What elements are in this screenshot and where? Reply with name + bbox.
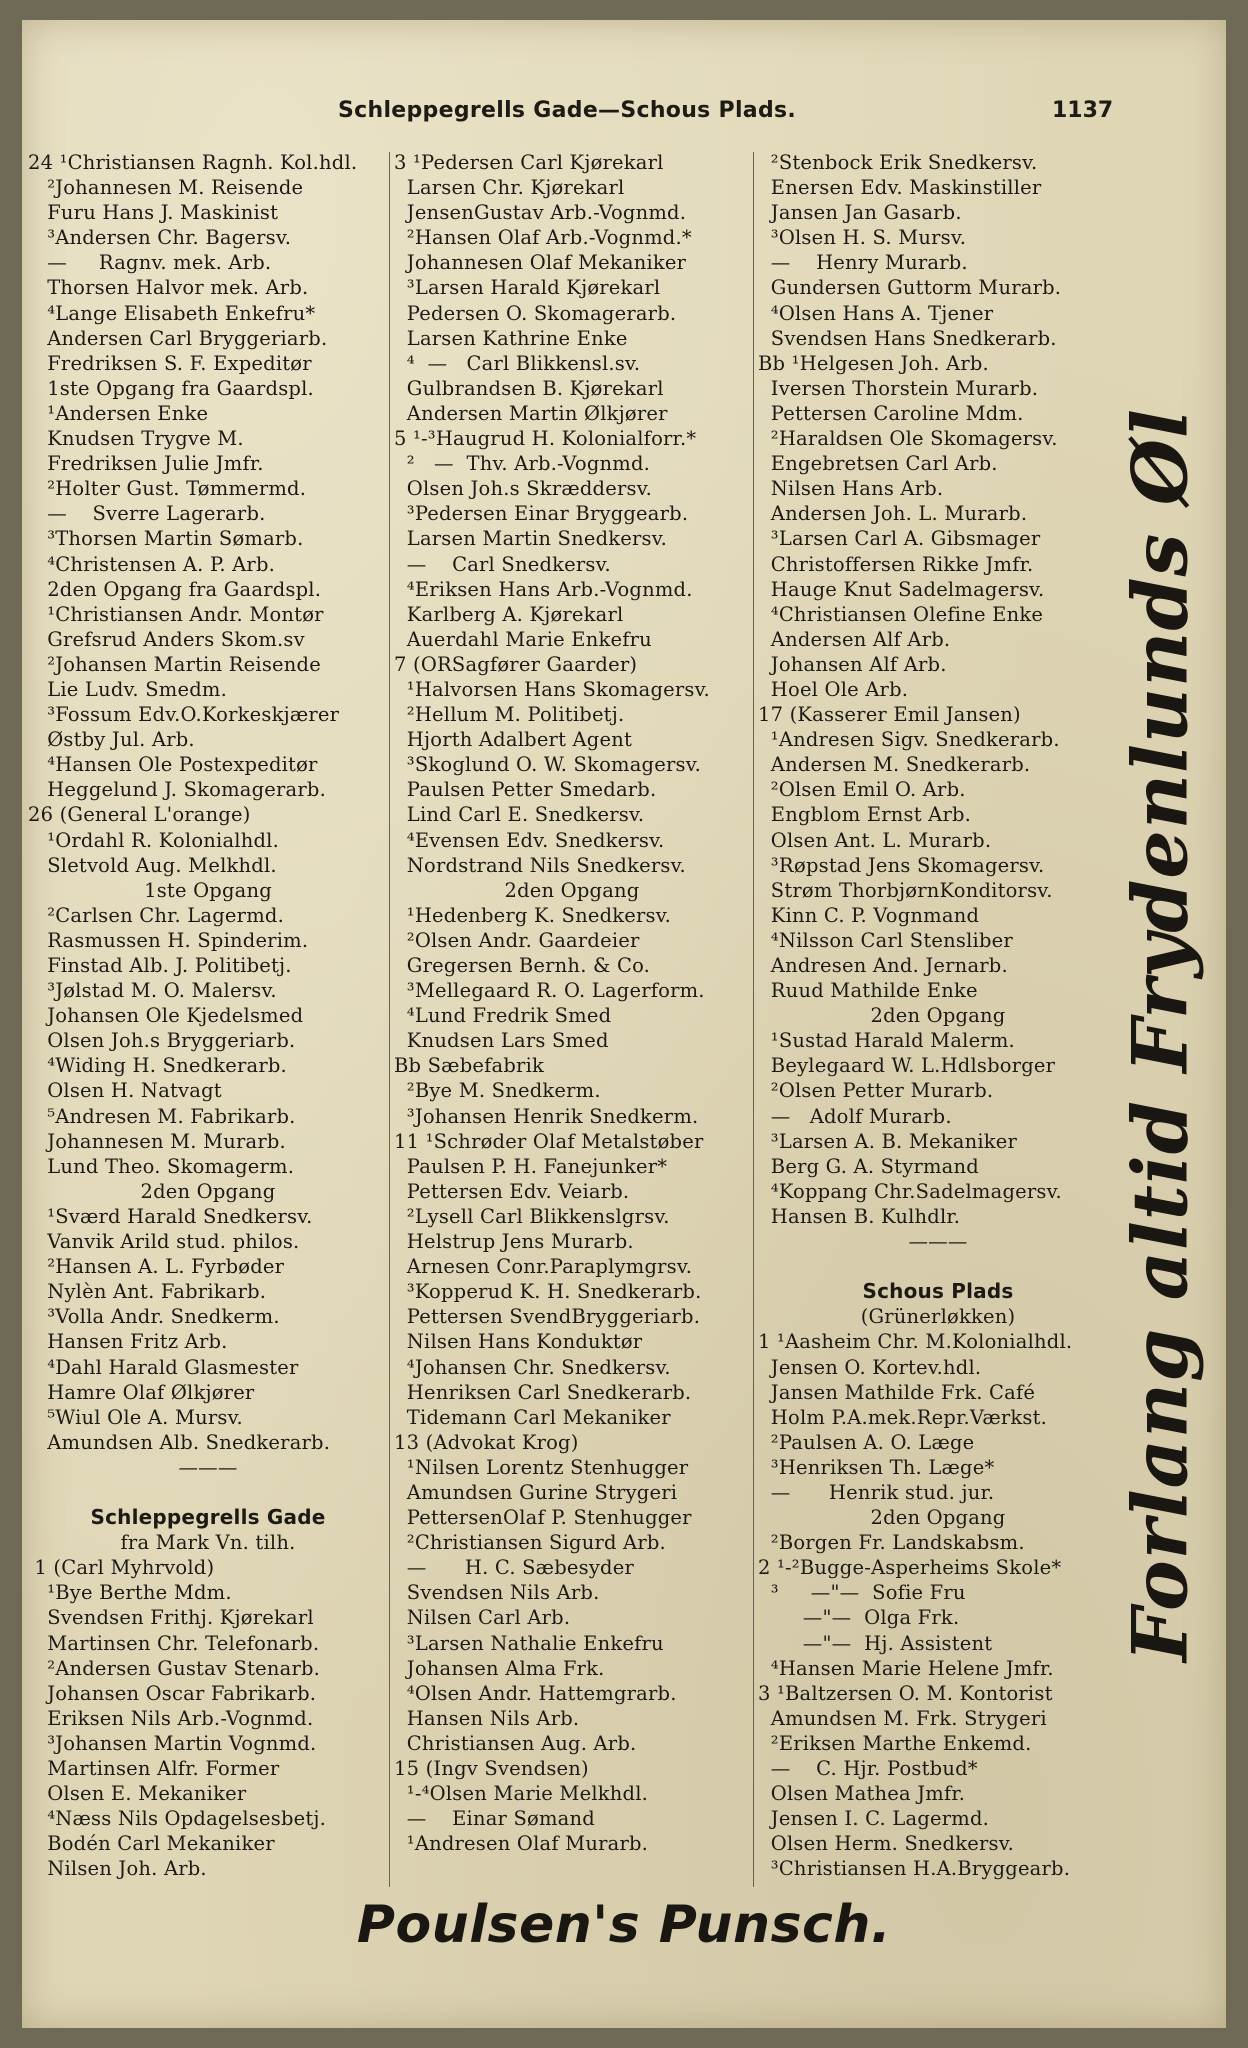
directory-entry: ³Johansen Henrik Snedkerm. — [394, 1104, 699, 1128]
directory-entry: Auerdahl Marie Enkefru — [394, 627, 652, 651]
directory-entry: 7 (ORSagfører Gaarder) — [394, 652, 638, 676]
directory-entry: ⁴Næss Nils Opdagelsesbetj. — [28, 1807, 327, 1831]
directory-entry: ⁵Wiul Ole A. Mursv. — [28, 1405, 243, 1429]
directory-entry: ²Borgen Fr. Landskabsm. — [758, 1531, 1025, 1555]
directory-entry: —"— Olga Frk. — [758, 1606, 960, 1630]
directory-entry: ⁴Hansen Marie Helene Jmfr. — [758, 1656, 1054, 1680]
directory-entry: ¹Hedenberg K. Snedkersv. — [394, 903, 672, 927]
subheading: fra Mark Vn. tilh. — [120, 1531, 296, 1555]
subheading: 1ste Opgang — [144, 878, 272, 902]
directory-entry: 5 ¹-³Haugrud H. Kolonialforr.* — [394, 427, 697, 451]
directory-entry: ³Larsen Carl A. Gibsmager — [758, 527, 1041, 551]
subheading: (Grünerløkken) — [860, 1305, 1016, 1329]
directory-entry: ³Larsen A. B. Mekaniker — [758, 1129, 1018, 1153]
directory-entry: ²Bye M. Snedkerm. — [394, 1079, 601, 1103]
directory-entry: Svendsen Hans Snedkerarb. — [758, 326, 1057, 350]
directory-entry: ²Andersen Gustav Stenarb. — [28, 1656, 321, 1680]
directory-entry: Amundsen Alb. Snedkerarb. — [28, 1430, 331, 1454]
directory-entry: Sletvold Aug. Melkhdl. — [28, 853, 277, 877]
subheading: 2den Opgang — [870, 1506, 1006, 1530]
directory-entry: 1ste Opgang fra Gaardspl. — [28, 376, 314, 400]
directory-entry: Vanvik Arild stud. philos. — [28, 1230, 300, 1254]
directory-entry: Andersen Alf Arb. — [758, 627, 951, 651]
directory-entry: 1 (Carl Myhrvold) — [28, 1556, 215, 1580]
directory-entry: ⁴Christiansen Olefine Enke — [758, 602, 1044, 626]
advert-frydenlunds: Forlang altid Frydenlunds Øl — [1115, 408, 1205, 1662]
column-rule-2 — [753, 152, 754, 1887]
directory-entry: ¹Nilsen Lorentz Stenhugger — [394, 1455, 689, 1479]
directory-entry: ²Eriksen Marthe Enkemd. — [758, 1731, 1032, 1755]
directory-entry: —"— Hj. Assistent — [758, 1631, 993, 1655]
directory-entry: ⁴Lund Fredrik Smed — [394, 1004, 612, 1028]
directory-entry: ⁴Koppang Chr.Sadelmagersv. — [758, 1179, 1062, 1203]
directory-entry: Enersen Edv. Maskinstiller — [758, 176, 1042, 200]
directory-entry: Holm P.A.mek.Repr.Værkst. — [758, 1405, 1048, 1429]
directory-entry: ³Henriksen Th. Læge* — [758, 1455, 995, 1479]
directory-entry: ⁴Nilsson Carl Stensliber — [758, 928, 1013, 952]
directory-entry: ⁴Olsen Hans A. Tjener — [758, 301, 994, 325]
directory-entry: ²Johansen Martin Reisende — [28, 652, 321, 676]
directory-entry: ²Hellum M. Politibetj. — [394, 703, 625, 727]
directory-entry: Knudsen Trygve M. — [28, 427, 244, 451]
directory-entry: Kinn C. P. Vognmand — [758, 903, 980, 927]
directory-entry: Rasmussen H. Spinderim. — [28, 928, 309, 952]
directory-entry: 1 ¹Aasheim Chr. M.Kolonialhdl. — [758, 1330, 1073, 1354]
directory-entry: ³Olsen H. S. Mursv. — [758, 226, 967, 250]
directory-entry: Pettersen Edv. Veiarb. — [394, 1179, 630, 1203]
directory-entry: Olsen Mathea Jmfr. — [758, 1782, 966, 1806]
directory-entry: Jensen I. C. Lagermd. — [758, 1807, 990, 1831]
subheading: ——— — [908, 1230, 968, 1254]
directory-entry: Lind Carl E. Snedkersv. — [394, 803, 645, 827]
directory-entry: Helstrup Jens Murarb. — [394, 1230, 634, 1254]
subheading: 2den Opgang — [870, 1004, 1006, 1028]
directory-entry: — Ragnv. mek. Arb. — [28, 251, 272, 275]
directory-entry: Iversen Thorstein Murarb. — [758, 376, 1039, 400]
directory-entry: ¹Christiansen Andr. Montør — [28, 602, 324, 626]
directory-entry: Olsen Ant. L. Murarb. — [758, 828, 992, 852]
directory-entry: ³Larsen Nathalie Enkefru — [394, 1631, 664, 1655]
directory-entry: ³ —"— Sofie Fru — [758, 1581, 966, 1605]
directory-entry: ²Lysell Carl Blikkenslgrsv. — [394, 1204, 670, 1228]
directory-entry: Olsen Joh.s Skræddersv. — [394, 477, 653, 501]
directory-entry: Andersen Carl Bryggeriarb. — [28, 326, 328, 350]
column-middle — [394, 150, 750, 1856]
directory-entry: Lie Ludv. Smedm. — [28, 677, 227, 701]
directory-entry: ⁴Evensen Edv. Snedkersv. — [394, 828, 665, 852]
directory-entry: Hauge Knut Sadelmagersv. — [758, 577, 1045, 601]
directory-entry: Johansen Oscar Fabrikarb. — [28, 1681, 317, 1705]
directory-entry: Pettersen SvendBryggeriarb. — [394, 1305, 701, 1329]
advert-poulsens-punsch: Poulsen's Punsch. — [356, 1895, 892, 1955]
directory-entry: — Henry Murarb. — [758, 251, 968, 275]
directory-entry: ¹Halvorsen Hans Skomagersv. — [394, 677, 710, 701]
directory-entry: ⁴Lange Elisabeth Enkefru* — [28, 301, 316, 325]
directory-entry: ⁴Dahl Harald Glasmester — [28, 1355, 299, 1379]
directory-entry: Pettersen Caroline Mdm. — [758, 401, 1024, 425]
directory-entry: ⁴Hansen Ole Postexpeditør — [28, 753, 318, 777]
directory-entry: Eriksen Nils Arb.-Vognmd. — [28, 1706, 314, 1730]
directory-entry: ⁴Widing H. Snedkerarb. — [28, 1054, 287, 1078]
directory-entry: Fredriksen S. F. Expeditør — [28, 351, 312, 375]
directory-entry — [28, 1480, 388, 1505]
directory-entry: — C. Hjr. Postbud* — [758, 1757, 978, 1780]
column-right — [758, 150, 1118, 1881]
directory-entry: 17 (Kasserer Emil Jansen) — [758, 703, 1021, 727]
directory-entry: Olsen Joh.s Bryggeriarb. — [28, 1029, 296, 1053]
subheading: 2den Opgang — [504, 878, 640, 902]
directory-entry: PettersenOlaf P. Stenhugger — [394, 1506, 692, 1530]
directory-entry: ²Carlsen Chr. Lagermd. — [28, 903, 284, 927]
directory-entry: 15 (Ingv Svendsen) — [394, 1757, 589, 1780]
directory-entry: ³Andersen Chr. Bagersv. — [28, 226, 292, 250]
directory-entry: Johansen Alf Arb. — [758, 652, 947, 676]
directory-entry: — Einar Sømand — [394, 1807, 595, 1831]
directory-entry: Finstad Alb. J. Politibetj. — [28, 954, 292, 977]
directory-entry: ²Stenbock Erik Snedkersv. — [758, 151, 1038, 174]
directory-entry: Tidemann Carl Mekaniker — [394, 1405, 671, 1429]
directory-entry: Beylegaard W. L.Hdlsborger — [758, 1054, 1056, 1078]
directory-entry: Johannesen Olaf Mekaniker — [394, 251, 687, 275]
page-title: Schleppegrells Gade—Schous Plads. — [338, 98, 797, 123]
directory-entry: 3 ¹Baltzersen O. M. Kontorist — [758, 1681, 1053, 1705]
directory-entry: 26 (General L'orange) — [28, 803, 251, 827]
directory-entry: Larsen Martin Snedkersv. — [394, 527, 668, 551]
directory-entry: Nilsen Hans Konduktør — [394, 1330, 643, 1354]
directory-entry: Olsen E. Mekaniker — [28, 1782, 247, 1806]
directory-entry: ³Thorsen Martin Sømarb. — [28, 527, 304, 551]
page-number: 1137 — [1052, 98, 1114, 123]
directory-entry: Amundsen Gurine Strygeri — [394, 1480, 678, 1504]
directory-entry: — Adolf Murarb. — [758, 1104, 952, 1128]
directory-entry: Jensen O. Kortev.hdl. — [758, 1355, 982, 1379]
directory-entry: Lund Theo. Skomagerm. — [28, 1154, 295, 1178]
directory-entry: ⁴Olsen Andr. Hattemgrarb. — [394, 1681, 677, 1705]
directory-entry: Olsen H. Natvagt — [28, 1079, 222, 1103]
directory-entry: Christoffersen Rikke Jmfr. — [758, 552, 1034, 576]
directory-entry: ¹-⁴Olsen Marie Melkhdl. — [394, 1782, 649, 1806]
directory-entry: ²Olsen Petter Murarb. — [758, 1079, 994, 1103]
directory-entry: Andresen And. Jernarb. — [758, 954, 1008, 977]
directory-entry: Pedersen O. Skomagerarb. — [394, 301, 677, 325]
directory-entry: ²Christiansen Sigurd Arb. — [394, 1531, 666, 1555]
directory-entry: Paulsen P. H. Fanejunker* — [394, 1154, 668, 1178]
directory-entry: ² — Thv. Arb.-Vognmd. — [394, 452, 651, 476]
directory-entry: ³Pedersen Einar Bryggearb. — [394, 502, 689, 526]
directory-entry: 3 ¹Pedersen Carl Kjørekarl — [394, 151, 664, 174]
directory-entry: Thorsen Halvor mek. Arb. — [28, 276, 309, 300]
directory-entry: — H. C. Sæbesyder — [394, 1556, 634, 1580]
directory-entry: ³Larsen Harald Kjørekarl — [394, 276, 661, 300]
directory-entry: Hansen Nils Arb. — [394, 1706, 580, 1730]
directory-entry: ²Paulsen A. O. Læge — [758, 1430, 975, 1454]
directory-entry: — Sverre Lagerarb. — [28, 502, 266, 526]
directory-entry: 13 (Advokat Krog) — [394, 1430, 579, 1454]
directory-entry: 2den Opgang fra Gaardspl. — [28, 577, 322, 601]
directory-entry: Johansen Alma Frk. — [394, 1656, 605, 1680]
directory-entry: Engebretsen Carl Arb. — [758, 452, 998, 476]
directory-entry: Nilsen Hans Arb. — [758, 477, 944, 501]
directory-entry: Christiansen Aug. Arb. — [394, 1731, 637, 1755]
directory-entry: ¹Sværd Harald Snedkersv. — [28, 1204, 313, 1228]
directory-entry: Grefsrud Anders Skom.sv — [28, 627, 305, 651]
section-heading: Schleppegrells Gade — [90, 1505, 326, 1530]
directory-entry: Amundsen M. Frk. Strygeri — [758, 1706, 1047, 1730]
directory-entry: Hansen Fritz Arb. — [28, 1330, 228, 1354]
directory-entry: ³Fossum Edv.O.Korkeskjærer — [28, 703, 340, 727]
directory-entry: Arnesen Conr.Paraplymgrsv. — [394, 1255, 693, 1279]
directory-entry: ⁵Andresen M. Fabrikarb. — [28, 1104, 296, 1128]
directory-entry: ¹Sustad Harald Malerm. — [758, 1029, 1015, 1053]
directory-entry: ²Johannesen M. Reisende — [28, 176, 304, 200]
directory-entry: Strøm ThorbjørnKonditorsv. — [758, 878, 1053, 902]
directory-entry: ¹Ordahl R. Kolonialhdl. — [28, 828, 279, 852]
directory-entry: JensenGustav Arb.-Vognmd. — [394, 201, 687, 225]
directory-entry: Henriksen Carl Snedkerarb. — [394, 1380, 692, 1404]
directory-entry: Fredriksen Julie Jmfr. — [28, 452, 264, 476]
directory-entry: 24 ¹Christiansen Ragnh. Kol.hdl. — [28, 151, 358, 174]
directory-entry: Olsen Herm. Snedkersv. — [758, 1832, 1015, 1856]
subheading: ——— — [178, 1455, 238, 1479]
directory-entry: Hoel Ole Arb. — [758, 677, 909, 701]
directory-entry: 11 ¹Schrøder Olaf Metalstøber — [394, 1129, 704, 1153]
directory-entry: ²Olsen Emil O. Arb. — [758, 778, 966, 802]
directory-entry: ³Mellegaard R. O. Lagerform. — [394, 979, 705, 1003]
directory-entry — [758, 1254, 1118, 1279]
directory-entry: Johansen Ole Kjedelsmed — [28, 1004, 304, 1028]
directory-entry: Bodén Carl Mekaniker — [28, 1832, 275, 1856]
directory-entry: — Henrik stud. jur. — [758, 1480, 995, 1504]
directory-entry: Martinsen Alfr. Former — [28, 1757, 280, 1780]
directory-entry: Furu Hans J. Maskinist — [28, 201, 279, 225]
directory-entry: Berg G. A. Styrmand — [758, 1154, 979, 1178]
directory-entry: Bb Sæbefabrik — [394, 1054, 545, 1078]
directory-entry: ⁴Johansen Chr. Snedkersv. — [394, 1355, 671, 1379]
directory-entry: ⁴Eriksen Hans Arb.-Vognmd. — [394, 577, 693, 601]
column-rule-1 — [389, 152, 390, 1887]
directory-entry: Ruud Mathilde Enke — [758, 979, 978, 1003]
directory-entry: Karlberg A. Kjørekarl — [394, 602, 624, 626]
directory-entry: Engblom Ernst Arb. — [758, 803, 972, 827]
directory-entry: Knudsen Lars Smed — [394, 1029, 609, 1053]
directory-entry: ¹Bye Berthe Mdm. — [28, 1581, 232, 1605]
directory-entry: — Carl Snedkersv. — [394, 552, 611, 576]
directory-entry: ³Jølstad M. O. Malersv. — [28, 979, 277, 1003]
directory-entry: Nordstrand Nils Snedkersv. — [394, 853, 686, 877]
directory-entry: Svendsen Frithj. Kjørekarl — [28, 1606, 314, 1630]
page-header — [0, 98, 1248, 128]
directory-entry: Larsen Chr. Kjørekarl — [394, 176, 625, 200]
directory-entry: ²Haraldsen Ole Skomagersv. — [758, 427, 1058, 451]
directory-entry: Nilsen Carl Arb. — [394, 1606, 571, 1630]
directory-entry: Østby Jul. Arb. — [28, 728, 195, 752]
directory-entry: ²Holter Gust. Tømmermd. — [28, 477, 307, 501]
directory-entry: Bb ¹Helgesen Joh. Arb. — [758, 351, 989, 375]
column-left — [28, 150, 388, 1881]
directory-entry: Johannesen M. Murarb. — [28, 1129, 286, 1153]
directory-entry: ¹Andersen Enke — [28, 401, 209, 425]
directory-entry: 2 ¹-²Bugge-Asperheims Skole* — [758, 1556, 1062, 1580]
directory-entry: Paulsen Petter Smedarb. — [394, 778, 657, 802]
directory-entry: Nilsen Joh. Arb. — [28, 1857, 207, 1881]
directory-entry: ³Kopperud K. H. Snedkerarb. — [394, 1280, 702, 1304]
directory-entry: Gundersen Guttorm Murarb. — [758, 276, 1062, 300]
directory-entry: Andersen M. Snedkerarb. — [758, 753, 1031, 777]
directory-entry: ⁴ — Carl Blikkensl.sv. — [394, 351, 641, 375]
directory-entry: ¹Andresen Sigv. Snedkerarb. — [758, 728, 1060, 752]
directory-entry: Jansen Jan Gasarb. — [758, 201, 962, 225]
directory-entry: Gregersen Bernh. & Co. — [394, 954, 651, 977]
directory-entry: Larsen Kathrine Enke — [394, 326, 628, 350]
directory-entry: Martinsen Chr. Telefonarb. — [28, 1631, 320, 1655]
directory-entry: Hamre Olaf Ølkjører — [28, 1380, 255, 1404]
directory-entry: ³Skoglund O. W. Skomagersv. — [394, 753, 702, 777]
directory-entry: ²Hansen A. L. Fyrbøder — [28, 1255, 285, 1279]
directory-entry: ³Christiansen H.A.Bryggearb. — [758, 1857, 1071, 1881]
directory-entry: ⁴Christensen A. P. Arb. — [28, 552, 276, 576]
directory-entry: Hansen B. Kulhdlr. — [758, 1204, 961, 1228]
directory-entry: Andersen Joh. L. Murarb. — [758, 502, 1028, 526]
directory-entry: ³Volla Andr. Snedkerm. — [28, 1305, 280, 1329]
directory-entry: Gulbrandsen B. Kjørekarl — [394, 376, 664, 400]
directory-entry: Andersen Martin Ølkjører — [394, 401, 668, 425]
directory-entry: Jansen Mathilde Frk. Café — [758, 1380, 1036, 1404]
section-heading: Schous Plads — [862, 1279, 1014, 1304]
directory-entry: Svendsen Nils Arb. — [394, 1581, 600, 1605]
directory-entry: ²Olsen Andr. Gaardeier — [394, 928, 640, 952]
directory-entry: Heggelund J. Skomagerarb. — [28, 778, 326, 802]
directory-entry: ³Johansen Martin Vognmd. — [28, 1731, 317, 1755]
directory-entry: Hjorth Adalbert Agent — [394, 728, 633, 752]
directory-entry: Nylèn Ant. Fabrikarb. — [28, 1280, 267, 1304]
directory-entry: ³Røpstad Jens Skomagersv. — [758, 853, 1045, 877]
directory-entry: ²Hansen Olaf Arb.-Vognmd.* — [394, 226, 692, 250]
subheading: 2den Opgang — [140, 1179, 276, 1203]
directory-entry: ¹Andresen Olaf Murarb. — [394, 1832, 649, 1856]
